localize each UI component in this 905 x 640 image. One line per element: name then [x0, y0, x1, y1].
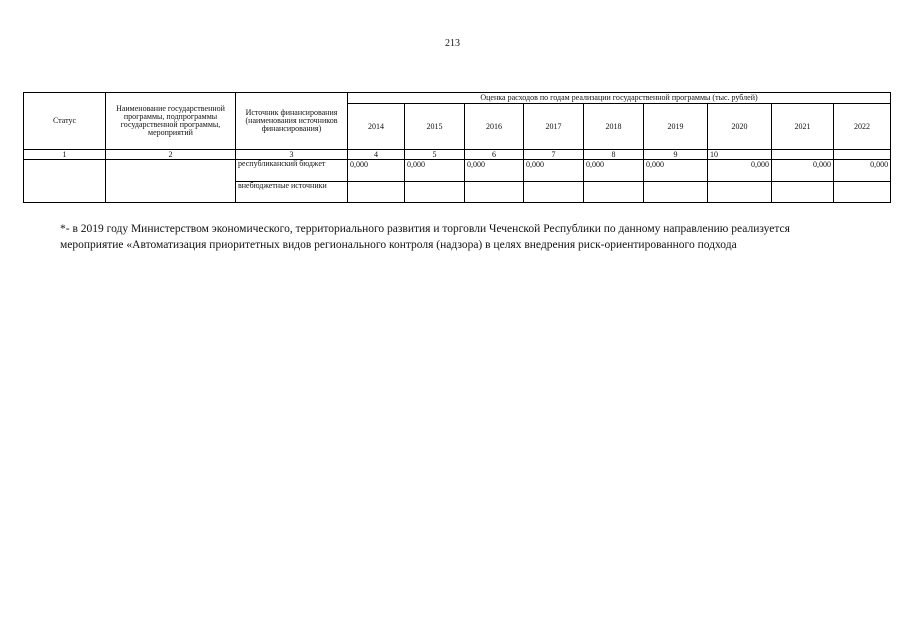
header-year: 2022	[834, 104, 891, 150]
row-value: 0,000	[524, 160, 584, 182]
header-year: 2018	[584, 104, 644, 150]
row-value: 0,000	[465, 160, 524, 182]
header-year: 2014	[348, 104, 405, 150]
row-value	[524, 182, 584, 203]
row-value: 0,000	[405, 160, 465, 182]
column-number: 3	[236, 150, 348, 160]
header-name: Наименование государственной программы, подпрограммы государственной программы, мероприятий	[106, 93, 236, 150]
header-estimate: Оценка расходов по годам реализации государственной программы (тыс. рублей)	[348, 93, 891, 104]
row-source: внебюджетные источники	[236, 182, 348, 203]
budget-table	[23, 92, 891, 203]
column-number: 4	[348, 150, 405, 160]
header-year: 2021	[772, 104, 834, 150]
column-number-row	[24, 150, 891, 160]
column-number: 1	[24, 150, 106, 160]
row-value: 0,000	[644, 160, 708, 182]
header-source: Источник финансирования (наименования источников финансирования)	[236, 93, 348, 150]
column-number	[834, 150, 891, 160]
row-value: 0,000	[348, 160, 405, 182]
header-year: 2019	[644, 104, 708, 150]
row-value	[834, 182, 891, 203]
row-value	[708, 182, 772, 203]
row-value	[348, 182, 405, 203]
row-value	[772, 182, 834, 203]
row-value: 0,000	[584, 160, 644, 182]
column-number: 10	[708, 150, 772, 160]
row-value	[644, 182, 708, 203]
page-number: 213	[445, 38, 460, 49]
row-status	[24, 160, 106, 203]
column-number: 9	[644, 150, 708, 160]
row-name	[106, 160, 236, 203]
table-row	[24, 160, 891, 182]
header-year: 2020	[708, 104, 772, 150]
header-status: Статус	[24, 93, 106, 150]
column-number: 6	[465, 150, 524, 160]
row-value: 0,000	[708, 160, 772, 182]
column-number: 8	[584, 150, 644, 160]
row-value	[584, 182, 644, 203]
column-number: 2	[106, 150, 236, 160]
header-year: 2016	[465, 104, 524, 150]
row-value	[465, 182, 524, 203]
row-value	[405, 182, 465, 203]
footnote: *- в 2019 году Министерством экономического, территориального развития и торговли Чеченской Республики по данному направлению реализуется мероприятие «Автоматизация приоритетных видов регионального контроля (надзора) в целях внедрения риск-ориентированного подхода	[60, 223, 790, 251]
column-number: 5	[405, 150, 465, 160]
header-year: 2017	[524, 104, 584, 150]
row-value: 0,000	[772, 160, 834, 182]
row-value: 0,000	[834, 160, 891, 182]
column-number: 7	[524, 150, 584, 160]
header-year: 2015	[405, 104, 465, 150]
column-number	[772, 150, 834, 160]
header-row-1	[24, 93, 891, 104]
row-source: республиканский бюджет	[236, 160, 348, 182]
